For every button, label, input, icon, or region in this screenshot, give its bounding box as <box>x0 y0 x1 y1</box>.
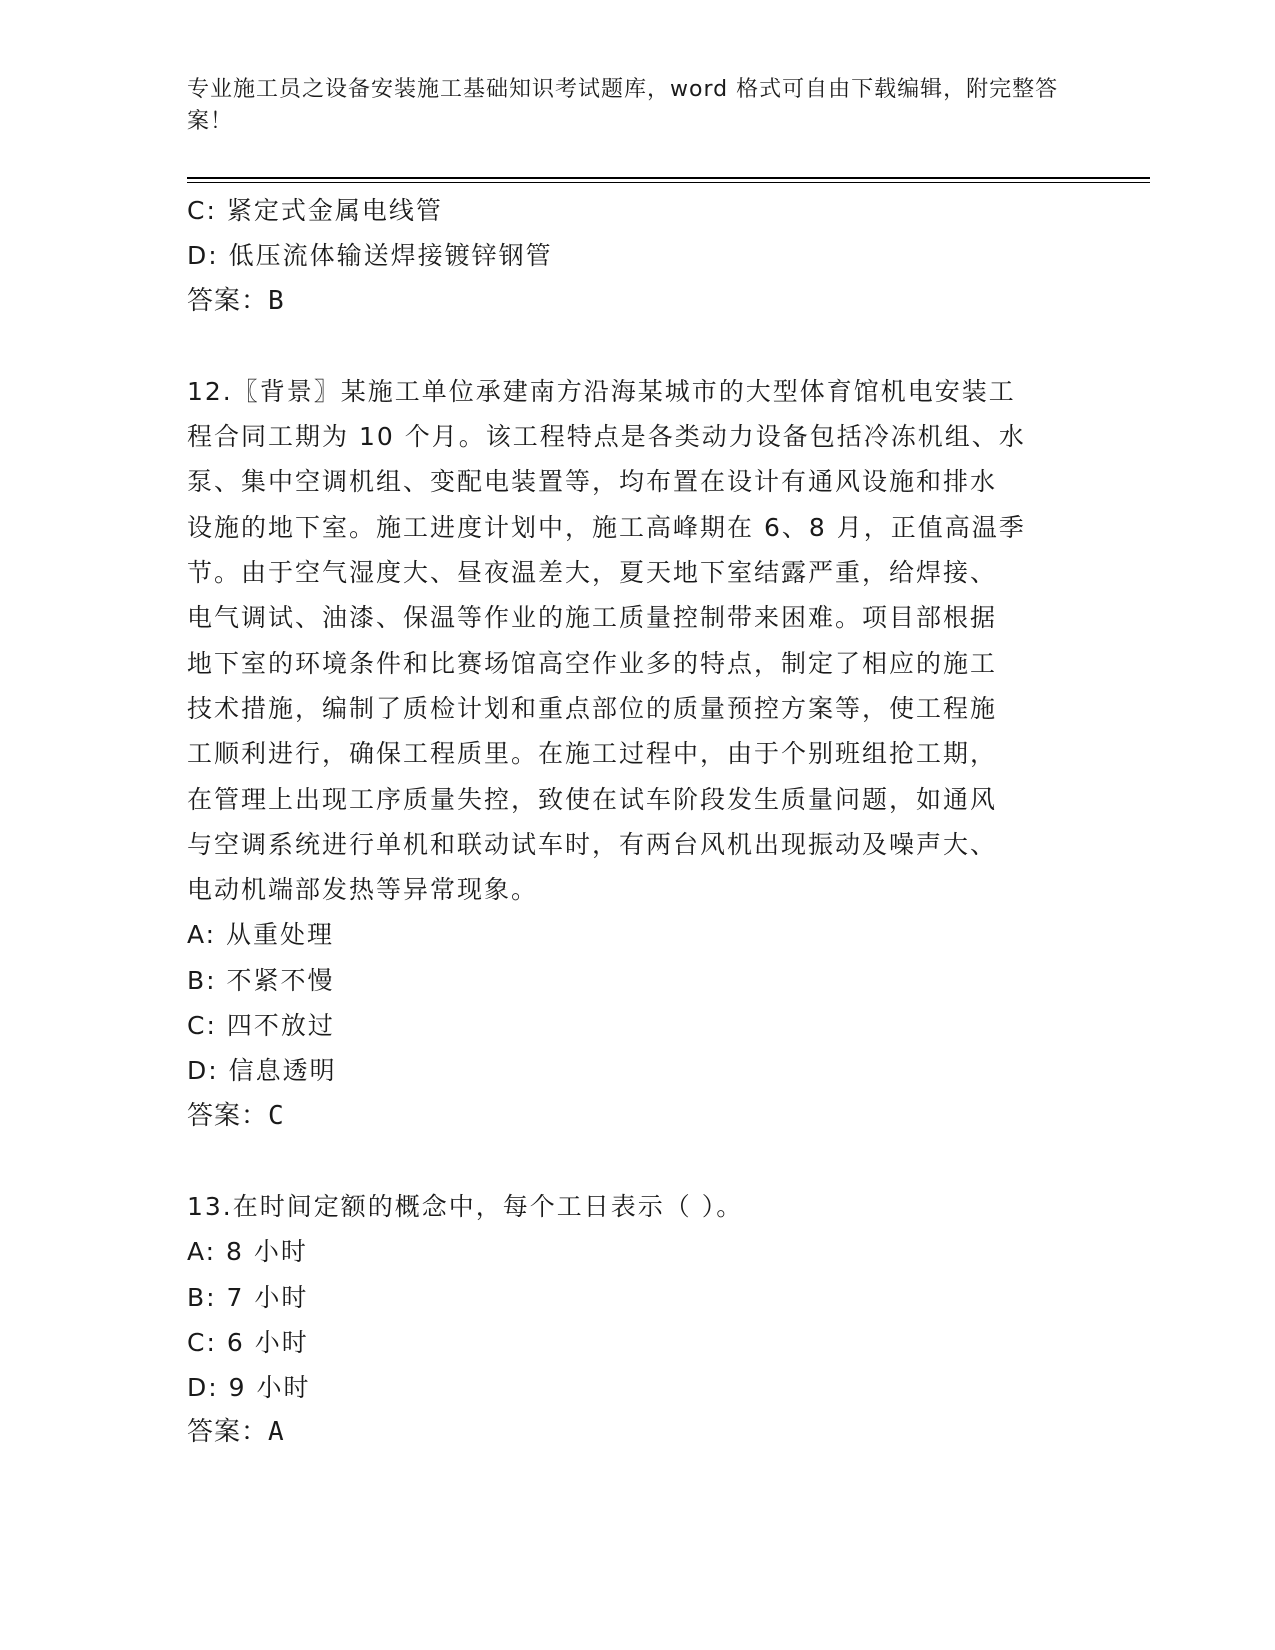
answer-value: C <box>268 1100 285 1131</box>
option-a <box>187 1229 1067 1274</box>
option-text: 四不放过 <box>226 1011 335 1041</box>
question-stem-line: 与空调系统进行单机和联动试车时，有两台风机出现振动及噪声大、 <box>187 829 998 859</box>
answer-line <box>187 1410 1067 1455</box>
option-b <box>187 1275 1067 1320</box>
question-stem-line: 程合同工期为 10 个月。该工程特点是各类动力设备包括冷冻机组、水 <box>187 422 1026 452</box>
option-label: D: <box>187 241 219 271</box>
question-stem-line: 技术措施，编制了质检计划和重点部位的质量预控方案等，使工程施 <box>187 693 998 723</box>
option-text: 7 小时 <box>226 1282 309 1312</box>
question-stem-line: 在管理上出现工序质量失控，致使在试车阶段发生质量问题，如通风 <box>187 784 998 814</box>
question-13 <box>187 1184 1067 1456</box>
option-label: C: <box>187 1011 217 1041</box>
option-label: C: <box>187 196 217 225</box>
option-text: 紧定式金属电线管 <box>226 196 443 225</box>
option-c <box>187 1320 1067 1365</box>
option-b <box>187 958 1067 1003</box>
option-d <box>187 1365 1067 1410</box>
question-stem-line: 电气调试、油漆、保温等作业的施工质量控制带来困难。项目部根据 <box>187 603 998 633</box>
option-label: A: <box>187 920 217 950</box>
header-text: 专业施工员之设备安装施工基础知识考试题库，word 格式可自由下载编辑，附完整答案！ <box>187 77 1059 134</box>
question-stem: 13.在时间定额的概念中，每个工日表示（ ）。 <box>187 1191 744 1221</box>
document-header <box>187 74 1067 138</box>
option-label: C: <box>187 1327 217 1357</box>
question-11 <box>187 188 1067 324</box>
header-rule-thick <box>187 177 1150 179</box>
answer-line <box>187 279 1067 324</box>
document-body <box>187 188 1067 1501</box>
answer-label: 答案： <box>187 285 269 316</box>
answer-value: A <box>268 1417 285 1448</box>
option-c <box>187 1003 1067 1048</box>
question-stem-line: 泵、集中空调机组、变配电装置等，均布置在设计有通风设施和排水 <box>187 467 998 497</box>
option-label: D: <box>187 1056 219 1086</box>
question-stem-line: 节。由于空气湿度大、昼夜温差大，夏天地下室结露严重，给焊接、 <box>187 558 998 588</box>
option-text: 不紧不慢 <box>226 965 335 995</box>
option-text: 6 小时 <box>226 1327 309 1357</box>
question-stem-line: 地下室的环境条件和比赛场馆高空作业多的特点，制定了相应的施工 <box>187 648 998 678</box>
option-d <box>187 1048 1067 1093</box>
question-stem-line: 12.〖背景〗某施工单位承建南方沿海某城市的大型体育馆机电安装工 <box>187 376 1016 406</box>
question-stem-line: 工顺利进行，确保工程质里。在施工过程中，由于个别班组抢工期， <box>187 739 998 769</box>
question-stem-line: 设施的地下室。施工进度计划中，施工高峰期在 6、8 月，正值高温季 <box>187 512 1026 542</box>
option-label: B: <box>187 1282 217 1312</box>
option-text: 9 小时 <box>228 1373 311 1403</box>
option-text: 信息透明 <box>228 1056 337 1086</box>
option-d <box>187 233 1067 278</box>
option-text: 低压流体输送焊接镀锌钢管 <box>228 241 553 271</box>
option-label: D: <box>187 1373 219 1403</box>
option-label: B: <box>187 965 217 995</box>
answer-line <box>187 1094 1067 1139</box>
question-12 <box>187 369 1067 1139</box>
question-stem-line: 电动机端部发热等异常现象。 <box>187 875 539 905</box>
option-label: A: <box>187 1237 217 1267</box>
header-rule-thin <box>187 182 1150 183</box>
option-c <box>187 188 1067 233</box>
answer-label: 答案： <box>187 1100 269 1131</box>
option-text: 8 小时 <box>226 1237 308 1267</box>
answer-label: 答案： <box>187 1417 269 1448</box>
answer-value: B <box>268 285 285 316</box>
option-text: 从重处理 <box>226 920 335 950</box>
option-a <box>187 912 1067 957</box>
